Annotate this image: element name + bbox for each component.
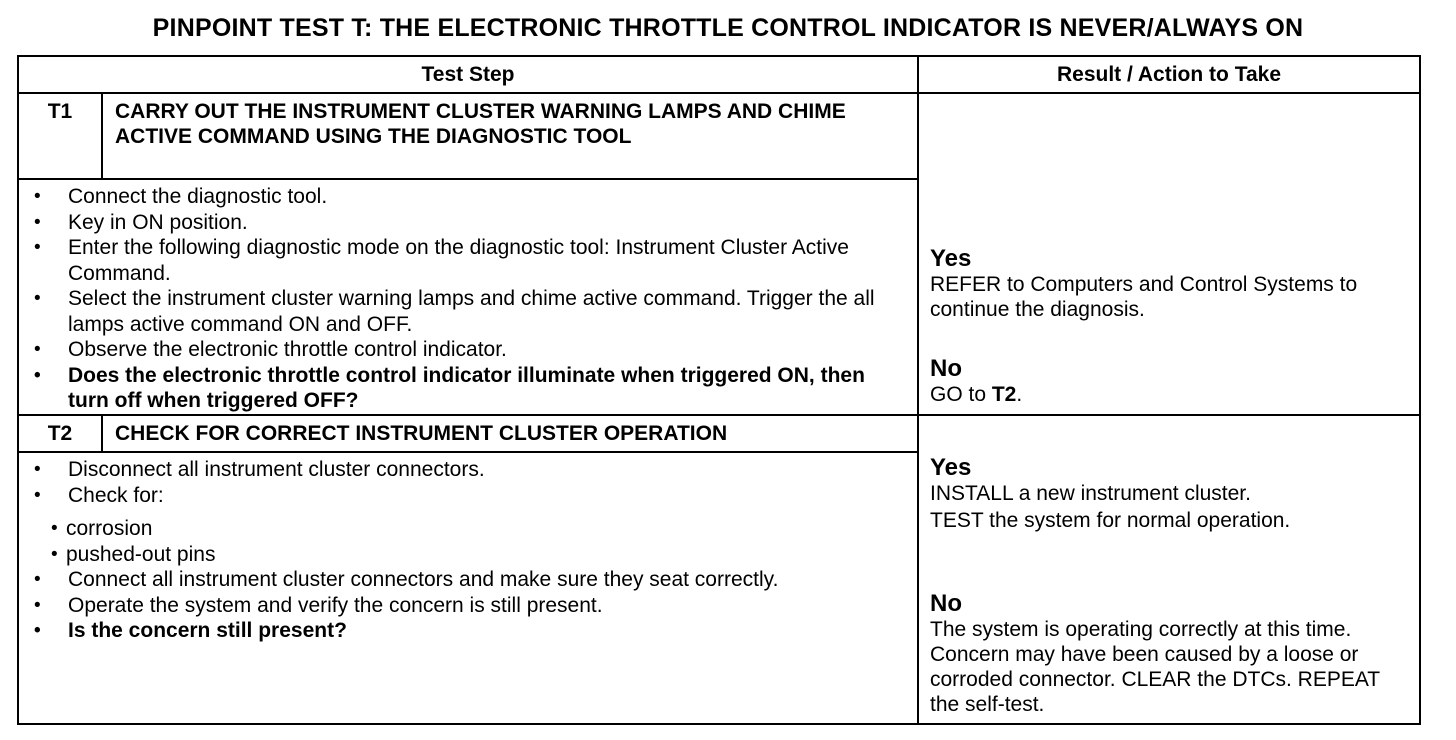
no-text-t2: The system is operating correctly at this time. Concern may have been caused by a loose or corroded connector. CLEAR the DTCs. REPEAT the self-test. <box>930 618 1380 716</box>
list-item: • Connect all instrument cluster connectors and make sure they seat correctly. <box>31 567 905 593</box>
step-t2-bullets-b <box>31 567 905 644</box>
result-yes-t2 <box>930 455 1411 533</box>
yes-label-t2: Yes <box>930 454 972 481</box>
check-for-label: Check for: <box>68 483 164 507</box>
page-title: PINPOINT TEST T: THE ELECTRONIC THROTTLE CONTROL INDICATOR IS NEVER/ALWAYS ON <box>152 14 1304 42</box>
header-result-action: Result / Action to Take <box>918 56 1420 93</box>
step-heading-t1: CARRY OUT THE INSTRUMENT CLUSTER WARNING LAMPS AND CHIME ACTIVE COMMAND USING THE DIAGNOSTIC TOOL <box>102 93 918 179</box>
list-item: • Disconnect all instrument cluster connectors. <box>31 457 905 483</box>
list-item: • Enter the following diagnostic mode on the diagnostic tool: Instrument Cluster Active Command. <box>31 235 905 286</box>
no-label-t2: No <box>930 590 962 617</box>
list-item: • pushed-out pins <box>51 542 905 568</box>
list-item: • corrosion <box>51 516 905 542</box>
no-text-prefix-t1: GO to <box>930 383 992 406</box>
step-id-t2: T2 <box>18 415 102 452</box>
yes-label-t1: Yes <box>930 245 972 272</box>
yes-text-2-t2: TEST the system for normal operation. <box>930 509 1291 532</box>
list-item: • Key in ON position. <box>31 210 905 236</box>
step-id-t1: T1 <box>18 93 102 179</box>
result-no-t2 <box>930 591 1411 717</box>
step-t2-bullets-a <box>31 457 905 508</box>
step-body-t2 <box>18 452 918 724</box>
result-no-t1 <box>930 356 1411 407</box>
result-cell-t2 <box>918 415 1420 724</box>
step-t1-bullets <box>31 184 905 414</box>
step-question-t2: • Is the concern still present? <box>31 618 905 644</box>
no-text-ref-t1: T2 <box>991 383 1017 406</box>
header-test-step: Test Step <box>18 56 918 93</box>
no-text-suffix-t1: . <box>1016 383 1023 406</box>
list-item: • Select the instrument cluster warning lamps and chime active command. Trigger the all lamps active command ON and OFF. <box>31 286 905 337</box>
result-cell-t1 <box>918 93 1420 415</box>
result-yes-t1 <box>930 246 1411 322</box>
list-item: • Connect the diagnostic tool. <box>31 184 905 210</box>
step-body-t1 <box>18 179 918 415</box>
step-t2-heading-row <box>18 415 1420 452</box>
step-t2-sub-bullets <box>51 516 905 567</box>
table-header-row <box>18 56 1420 93</box>
list-item: • Operate the system and verify the concern is still present. <box>31 593 905 619</box>
pinpoint-test-table <box>17 55 1421 725</box>
list-item: • Observe the electronic throttle control indicator. <box>31 337 905 363</box>
list-item <box>31 483 905 509</box>
yes-text-t1: REFER to Computers and Control Systems to continue the diagnosis. <box>930 273 1358 321</box>
step-t1-heading-row <box>18 93 1420 179</box>
no-text-t1 <box>930 382 1411 407</box>
step-question-t1: • Does the electronic throttle control indicator illuminate when triggered ON, then turn off when triggered OFF? <box>31 363 905 414</box>
step-heading-t2: CHECK FOR CORRECT INSTRUMENT CLUSTER OPERATION <box>102 415 918 452</box>
yes-text-1-t2: INSTALL a new instrument cluster. <box>930 482 1251 505</box>
no-label-t1: No <box>930 355 962 382</box>
